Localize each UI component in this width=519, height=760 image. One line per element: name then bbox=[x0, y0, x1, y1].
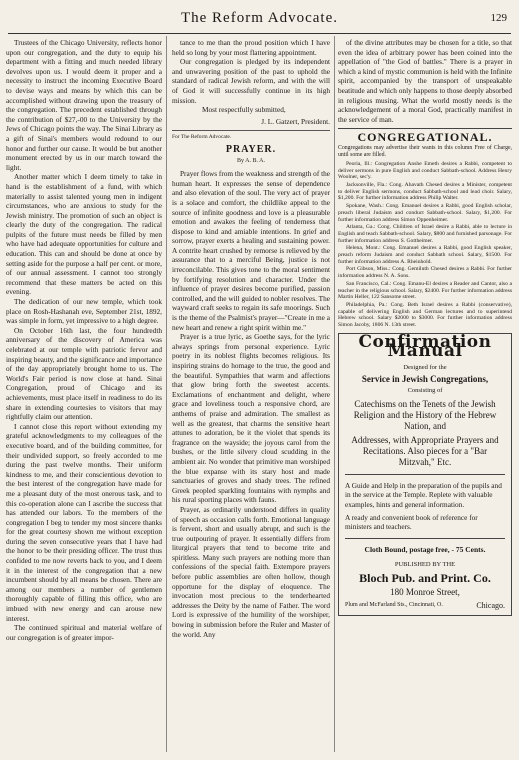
byline-caption: For The Reform Advocate. bbox=[172, 130, 330, 143]
ad-footer bbox=[345, 601, 505, 611]
ad-heading: Confirmation Manual bbox=[358, 331, 492, 362]
paragraph: Another matter which I deem timely to take in hand is the establishment of a fund, with which materially to assist talented young men in indigent circumstances, who are anxious to study for the Jewish ministry. The promotion of such an object is clearly the duty of the congregation. The radical pulpits of the future must needs be filled by men who have had adequate opportunities for culture and education. This can and should be done at once by setting aside for the purpose a half per cent. or more, of our annual assessment. I cannot too strongly recommend that these matters be acted on this evening. bbox=[6, 172, 162, 297]
congregation-listing: Philadelphia, Pa.: Cong. Beth Israel desires a Rabbi (conservative), capable of delivering English and German lectures and to superintend Hebrew school. Salary $2000 to $3000. For further information address Simon Jacoby, 1806 N. 13th street. bbox=[338, 302, 512, 329]
ad-service-line: Service in Jewish Congregations, bbox=[361, 373, 489, 384]
ad-divider bbox=[345, 474, 505, 475]
congregational-heading: CONGREGATIONAL. bbox=[338, 128, 512, 143]
paragraph: The continued spiritual and material welfare of our congregation is of greater impor- bbox=[6, 623, 162, 642]
congregation-listing: Spokane, Wash.: Cong. Emanuel desires a Rabbi, good English scholar, preach liberal Judaism and conduct Sabbath-school. Salary, $1,200. For further information address Simon Oppenheimer. bbox=[338, 203, 512, 223]
ad-divider bbox=[345, 538, 505, 539]
congregational-intro: Congregations may advertise their wants in this column Free of Charge, until some are filled. bbox=[338, 144, 512, 158]
congregation-listing: Port Gibson, Miss.: Cong. Gemiluth Chesed desires a Rabbi. For further information address N. A. Sons. bbox=[338, 266, 512, 280]
ad-catechisms: Catechisms on the Tenets of the Jewish Religion and the History of the Hebrew Nation, and bbox=[353, 398, 497, 431]
paragraph: Prayer, as ordinarily understood differs in quality of speech as occasion calls forth. Emotional language is fervent, short and usually abrupt, and such is the true outpouring of prayer. It essentially differs from liturgical prayers that tend to become trite and spiritless. Many such prayers are nothing more than confessions of the special faith. Extempore prayers before public assemblies are often hollow, though opportune for the display of eloquence. The invocation most precious to the tenderhearted addresses the Deity by the name of Father. The word Lord is expressive of the humility of the worshiper, bowing in submission before the Ruler and Master of the world. Any bbox=[172, 504, 330, 639]
masthead bbox=[8, 10, 511, 32]
paragraph: I cannot close this report without extending my grateful acknowledgments to my colleagues of the executive board, and of the building committee, for their undivided support, so freely accorded to me during the past twelve months. Their uniform kindness to me, and their conscientious devotion to the best interest of the congregation have made for me a pleasant duty of the most onerous task, and to this co-operation alone can I ascribe the success that has attended our labors. To the members of the congregation I beg to tender my most sincere thanks for the great courtesy shown me without exception during the seven consecutive years that I have had the honor to be their presiding officer. The trust thus confided to me now reverts back to you, and I deem it in the interest of the congregation that a new incumbent should by all means be chosen. There are among our members a number of gentlemen thoroughly capable of filling this office, who are imbued with new energy and can arouse new interest. bbox=[6, 421, 162, 623]
column-1 bbox=[6, 38, 162, 642]
confirmation-manual-ad bbox=[338, 333, 512, 616]
paragraph: The dedication of our new temple, which took place on Rosh-Hashanah eve, September 21st, 1892, was simple in form, yet impressive to a high degree. bbox=[6, 297, 162, 326]
ad-consisting: Consisting of bbox=[407, 387, 443, 395]
column-3 bbox=[338, 38, 512, 616]
paragraph: On October 16th last, the four hundredth anniversary of the discovery of America was celebrated at our temple with patriotic fervor and inspiring beauty, and the significance and importance of the day appropriately brought home to us. The World's Fair period is now close at hand. Sinai Congregation, proud of Chicago and its achievements, must place itself in readiness to do its share in extending courtesies to visitors that may rightfully claim our attention. bbox=[6, 325, 162, 422]
header-rule bbox=[8, 33, 511, 34]
paragraph: Our congregation is pledged by its independent and unwavering position of the past to uphold the standard of radical Jewish reform, and with the will of God it will successfully continue in its high mission. bbox=[172, 57, 330, 105]
ad-addresses: Addresses, with Appropriate Prayers and Recitations. Also pieces for a "Bar Mitzvah," Etc. bbox=[351, 434, 499, 467]
ad-reference: A ready and convenient book of reference for ministers and teachers. bbox=[345, 512, 478, 532]
paragraph: Trustees of the Chicago University, reflects honor upon our congregation, and the duty to equip his department with a fitting and much needed library devolves upon us. I would deem it proper and a necessity to instruct the incoming Executive Board to devise ways and means by which this can be accomplished without drawing upon the treasury of the congregation. The precedent established through the contribution of $27,-00 to the University by the Jews of Chicago points the way. The Sinai Library as a gift of Sinai's members would redound to our honor and further our cause. It would be but another monument erected by us in our march toward the light. bbox=[6, 38, 162, 172]
ad-designed-for: Designed for the bbox=[403, 364, 447, 371]
closing-line: Most respectfully submitted, bbox=[202, 105, 286, 115]
congregation-listing: San Francisco, Cal.: Cong. Emanu-El desires a Reader and Cantor, also a teacher in the religious school. Salary, $2400. For further information address Martin Heller, 122 Sansome street. bbox=[338, 280, 512, 301]
article-author: By A. B. A. bbox=[236, 157, 265, 164]
ad-branch: Plum and McFarland Sts., Cincinnati, O. bbox=[345, 602, 443, 609]
ad-address: 180 Monroe Street, bbox=[390, 586, 460, 597]
congregation-listing: Peoria, Ill.: Congregation Anshe Emeth desires a Rabbi, competent to deliver sermons in pure English and conduct Sabbath-school. Address Henry Woolner, sec'y. bbox=[338, 160, 512, 181]
signature: J. L. Gatzert, President. bbox=[261, 116, 330, 126]
column-2 bbox=[172, 38, 330, 639]
ad-city: Chicago. bbox=[476, 601, 505, 611]
column-divider bbox=[334, 36, 335, 752]
ad-publisher: Bloch Pub. and Print. Co. bbox=[359, 570, 491, 585]
page-number: 129 bbox=[490, 12, 507, 24]
publication-title: The Reform Advocate. bbox=[180, 10, 339, 26]
congregation-listing: Jacksonville, Fla.: Cong. Ahavath Chesed desires a Minister, competent to deliver English sermons, conduct Sabbath-school and lead choir. Salary, $1,200. For further information address Philip Walter. bbox=[338, 182, 512, 202]
ad-price: Cloth Bound, postage free, - 75 Cents. bbox=[364, 544, 486, 554]
paragraph: Prayer is a true lyric, as Goethe says, for the lyric always springs from personal experience. Lyric poetry in its noblest flights becomes religious. Its inspiring strains do homage to the true, the good and the beautiful. Sympathies that warm and affections that glow bring forth the sweetest accents. Exclamations of enchantment and delight, where grace and loveliness touch a responsive chord, are anthems of praise and admiration. The smallest as well as the greatest, that charms the sensitive heart attunes to adoration, be it the violet that spends its fragrance on the wayside; the joyous carol from the bushes, or the little silvery cloud scudding in the ambient air. No wonder that primitive man worshiped the blue expanse with its stary host and made sanctuaries of groves and shady trees. The refined Greek peopled sparkling fountains with nymphs and his rural sporting places with fauns. bbox=[172, 332, 330, 505]
ad-guide: A Guide and Help in the preparation of the pupils and in the service at the Temple. Replete with valuable examples, hints and general information. bbox=[345, 480, 502, 509]
congregation-listing: Atlanta, Ga.: Cong. Children of Israel desire a Rabbi, able to lecture in English and teach Sabbath-school. Salary, $800 and furnished parsonage. For further information address S. Gottheimer. bbox=[338, 224, 512, 244]
congregation-listing: Helena, Mont.: Cong. Emanuel desires a Rabbi, good English speaker, preach reform Judaism and conduct Sabbath school. Salary, $1500. For further information address A. Rheinhold. bbox=[338, 245, 512, 265]
paragraph: tance to me than the proud position which I have held so long by your most flattering appointment. bbox=[172, 38, 330, 57]
article-title: PRAYER. bbox=[225, 143, 277, 155]
ad-published-by: PUBLISHED BY THE bbox=[394, 561, 456, 569]
paragraph: Prayer flows from the weakness and strength of the human heart. It expresses the sense of dependence and also elevation of the soul. The very act of prayer is a solace and comfort, the childlike appeal to the source of infinite goodness and love is a pleasurable emotion and awakes the feeling of tenderness that dispose to kind and amiable intentions. In grief and sorrow, prayer exerts a healing and sustaining power. A contrite heart crushed by remorse is relieved by the assurance that to a merciful Being, justice is not irreconcilable. This gives tone to the moral sentiment by fortifying resolution and character. Under the influence of prayer desires become purified, passion controlled, and the will guided to nobler resolves. The wayward craft seeks to regain its safe moorings. Such is the theme of the Psalmist's prayer—"Create in me a new heart and renew a right spirit within me." bbox=[172, 169, 330, 332]
paragraph: of the divine attributes may be chosen for a title, so that even the idea of arbitrary power has been coined into the appellation of "the God of battles." There is a prayer in which a kind of mystic communion is held with the Infinite spirit, accompanied by the transport of unspeakable beatitude and which only happens to those deeply absorbed in religious musing. What the world mostly needs is the acknowledgement of a moral God, practically manifest in the service of man. bbox=[338, 38, 512, 124]
column-divider bbox=[166, 36, 167, 752]
